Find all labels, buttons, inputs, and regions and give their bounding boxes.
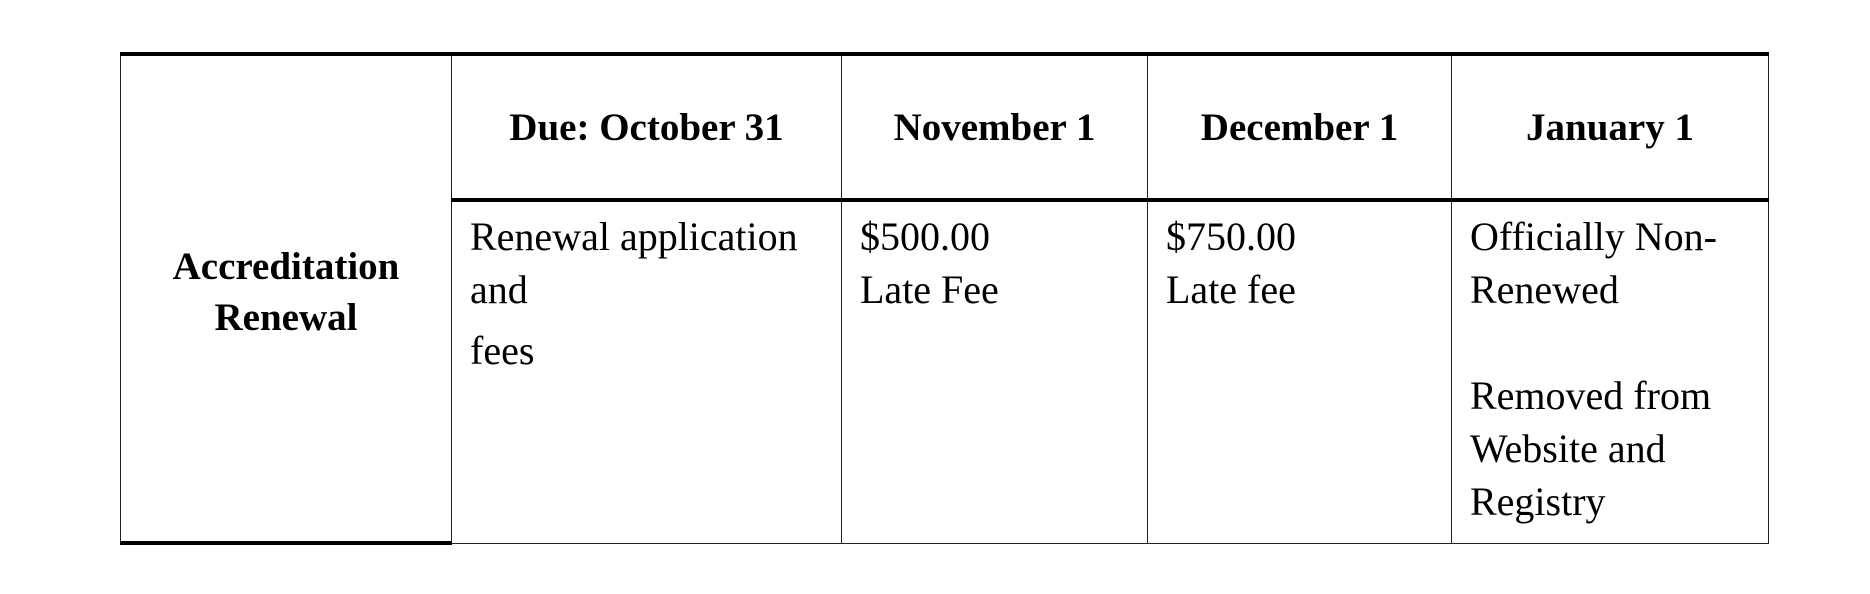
cell-line: and xyxy=(470,267,528,312)
cell-line: Website and xyxy=(1470,426,1666,471)
column-header-december-1: December 1 xyxy=(1148,54,1452,200)
cell-line: $500.00 xyxy=(860,214,990,259)
paragraph-break xyxy=(1470,316,1756,369)
accreditation-renewal-table xyxy=(120,52,1769,545)
cell-line: Removed from xyxy=(1470,373,1712,418)
cell-line: Late Fee xyxy=(860,267,999,312)
cell-line: Renewal application xyxy=(470,214,798,259)
cell-line: fees xyxy=(470,328,535,373)
column-header-due-october-31: Due: October 31 xyxy=(452,54,842,200)
cell-line: Renewed xyxy=(1470,267,1619,312)
table-header-row xyxy=(121,54,1769,200)
cell-line: Officially Non- xyxy=(1470,214,1717,259)
cell-line: Late fee xyxy=(1166,267,1296,312)
row-header-line: Accreditation xyxy=(172,244,400,288)
cell-due-october-31 xyxy=(452,200,842,543)
row-header-line: Renewal xyxy=(214,295,358,339)
row-header-accreditation-renewal xyxy=(121,54,452,543)
column-header-january-1: January 1 xyxy=(1452,54,1769,200)
cell-december-1 xyxy=(1148,200,1452,543)
cell-january-1 xyxy=(1452,200,1769,543)
cell-line: Registry xyxy=(1470,479,1606,524)
column-header-november-1: November 1 xyxy=(842,54,1148,200)
cell-november-1 xyxy=(842,200,1148,543)
cell-line: $750.00 xyxy=(1166,214,1296,259)
